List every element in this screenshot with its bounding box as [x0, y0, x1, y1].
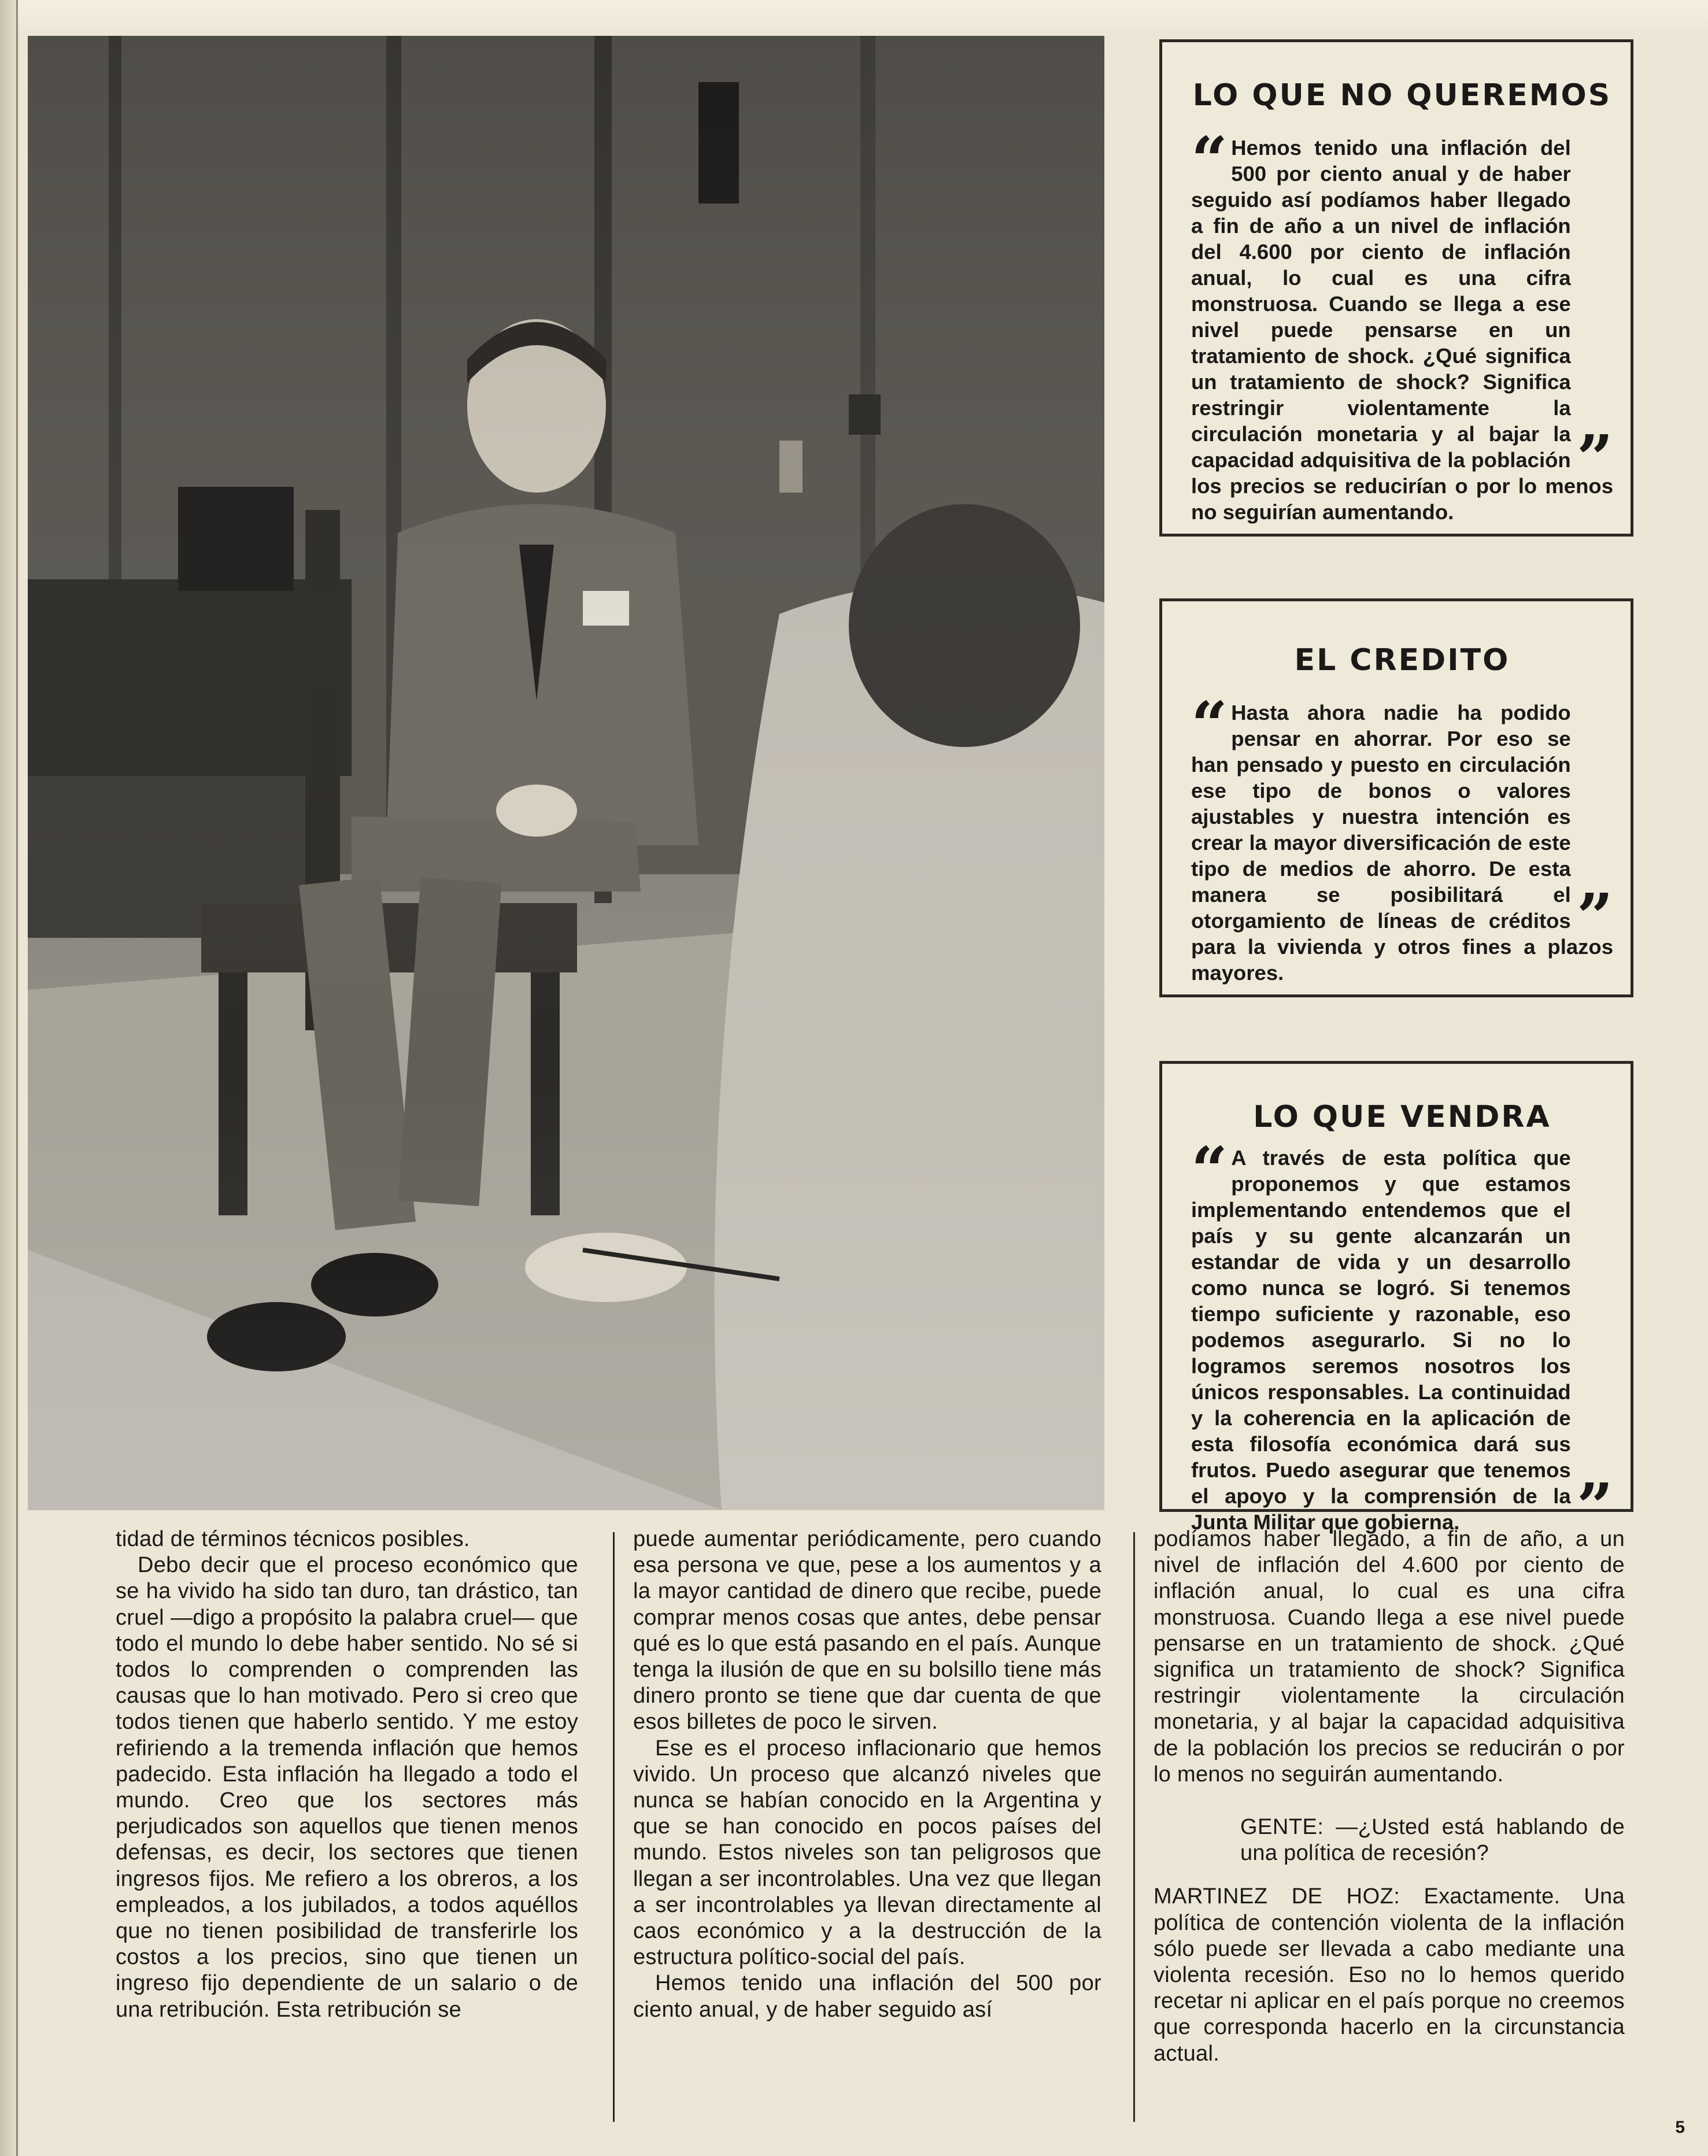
box-title: LO QUE VENDRA: [1253, 1100, 1551, 1134]
page-top-edge: [0, 0, 1708, 32]
quote-box-lo-que-vendra: [1159, 1061, 1633, 1544]
close-quote-icon: ”: [1576, 879, 1613, 954]
column-rule: [613, 1532, 615, 2122]
interview-photo: [28, 36, 1104, 1510]
interview-question: [1154, 1814, 1625, 1866]
box-title: LO QUE NO QUEREMOS: [1192, 78, 1612, 113]
open-quote-icon: “: [1191, 687, 1228, 762]
quote-box-el-credito: [1159, 598, 1633, 997]
binding-edge: [0, 0, 18, 2156]
page-number: 5: [1675, 2118, 1685, 2137]
article-column-3: [1154, 1526, 1625, 2128]
paragraph: podíamos haber llegado, a fin de año, a un nivel de inflación del 4.600 por ciento de inflación anual, lo cual es una cifra monstruosa. Cuando llega a ese nivel puede pensarse en un tratamiento de shock. ¿Qué significa un tratamiento de shock? Significa restringir violentamente la circulación monetaria, y al bajar la capacidad adquisitiva de la población los precios se reducirán o por lo menos no seguirán aumentando.: [1154, 1527, 1625, 1787]
paragraph: Debo decir que el proceso económico que se ha vivido ha sido tan duro, tan drástico, tan cruel —digo a propósito la palabra cruel— que todo el mundo lo debe haber sentido. No sé si todos lo comprenden o comprenden las causas que lo han motivado. Pero si creo que todos tienen que haberlo sentido. Y me estoy refiriendo a la tremenda inflación que hemos padecido. Esta inflación ha llegado a todo el mundo. Creo que los sectores más perjudicados son aquellos que tienen menos defensas, es decir, los sectores que tienen ingresos fijos. Me refiero a los obreros, a los empleados, a los jubilados, a todos aquéllos que no tienen posibilidad de transferirle los costos a los precios, sino que tienen un ingreso fijo dependiente de un salario o de una retribución. Esta retribución se: [116, 1553, 578, 2022]
interview-answer: [1154, 1884, 1625, 2066]
box-quote-text: “ ” Hasta ahora nadie ha podido pensar en ahorrar. Por eso se han pensado y puesto en circulación ese tipo de bonos o valores ajustables y nuestra intención es crear la mayor diversificación de este tipo de medios de ahorro. De esta manera se posibilitará el otorgamiento de líneas de créditos para la vivienda y otros fines a plazos mayores.: [1191, 687, 1613, 985]
box-quote-text: “ ” A través de esta política que proponemos y que estamos implementando entendemos que el país y su gente alcanzarán un estandar de vida y un desarrollo como nunca se logró. Si tenemos tiempo suficiente y razonable, eso podemos asegurarlo. Si no lo logramos seremos nosotros los únicos responsables. La continuidad y la coherencia en la aplicación de esta filosofía económica dará sus frutos. Puedo asegurar que tenemos el apoyo y la comprensión de la Junta Militar que gobierna.: [1191, 1133, 1613, 1544]
paragraph: Hemos tenido una inflación del 500 por ciento anual, y de haber seguido así: [633, 1971, 1101, 2022]
question-text: —¿Usted está hablando de una política de recesión?: [1240, 1815, 1625, 1866]
box-quote-text: “ ” Hemos tenido una inflación del 500 por ciento anual y de haber seguido así podíamos haber llegado a fin de año a un nivel de inflación del 4.600 por ciento de inflación anual, lo cual es una cifra monstruosa. Cuando se llega a ese nivel puede pensarse en un tratamiento de shock. ¿Qué significa un tratamiento de shock? Significa restringir violentamente la circulación monetaria y al bajar la capacidad adquisitiva de la población los precios se reducirían o por lo menos no seguirían aumentando.: [1191, 123, 1613, 524]
open-quote-icon: “: [1191, 1133, 1228, 1207]
column-rule: [1133, 1532, 1135, 2122]
paragraph: Ese es el proceso inflacionario que hemos vivido. Un proceso que alcanzó niveles que nunca se habían conocido en la Argentina y que se han conocido en pocos países del mundo. Estos niveles son tan peligrosos que llegan a ser incontrolables. Una vez que llegan a ser incontrolables ya llevan directamente al caos económico y a la destrucción de la estructura político-social del país.: [633, 1736, 1101, 1970]
speaker-label: MARTINEZ DE HOZ:: [1154, 1884, 1400, 1909]
open-quote-icon: “: [1191, 123, 1228, 197]
paragraph: tidad de términos técnicos posibles.: [116, 1527, 470, 1551]
speaker-label: GENTE:: [1240, 1815, 1324, 1840]
close-quote-icon: ”: [1576, 1469, 1613, 1544]
quote-box-lo-que-no-queremos: [1159, 39, 1633, 537]
box-title: EL CREDITO: [1294, 643, 1510, 678]
answer-text: Exactamente. Una política de contención violenta de la inflación sólo puede ser llevada a cabo mediante una violenta recesión. Eso no lo hemos querido recetar ni aplicar en el país porque no creemos que corresponda hacerlo en la circunstancia actual.: [1154, 1884, 1625, 2066]
article-column-1: [116, 1526, 578, 2128]
interview-photo-icon: [28, 36, 1104, 1510]
article-column-2: [633, 1526, 1101, 2128]
paragraph: puede aumentar periódicamente, pero cuando esa persona ve que, pese a los aumentos y a la mayor cantidad de dinero que recibe, puede comprar menos cosas que antes, debe pensar qué es lo que está pasando en el país. Aunque tenga la ilusión de que en su bolsillo tiene más dinero pronto se tiene que dar cuenta de que esos billetes de poco le sirven.: [633, 1527, 1101, 1735]
close-quote-icon: ”: [1576, 421, 1613, 495]
